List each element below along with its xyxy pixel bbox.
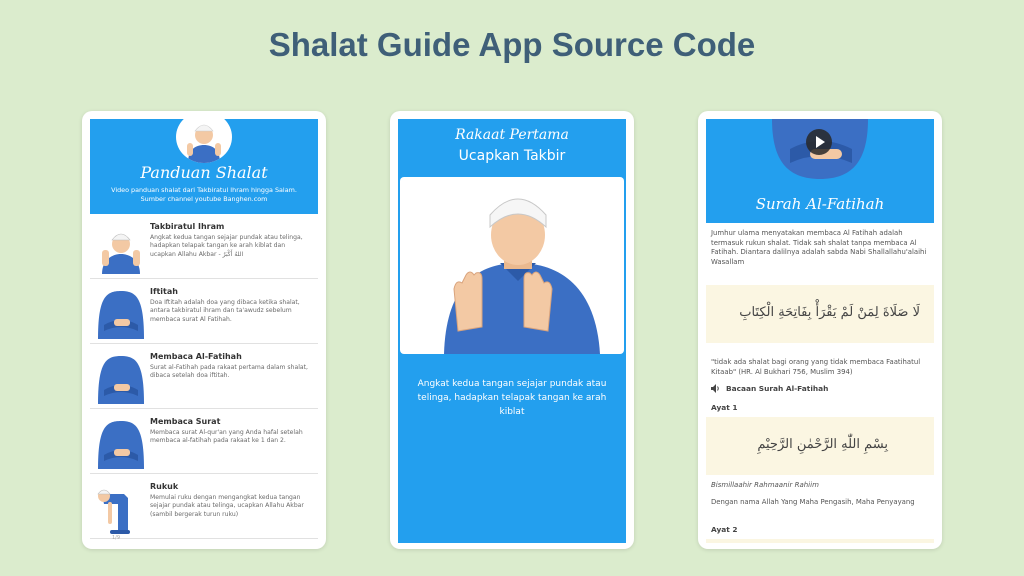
guide-header bbox=[90, 119, 318, 214]
surah-title: Surah Al-Fatihah bbox=[755, 195, 885, 213]
ayat-1-translation: Dengan nama Allah Yang Maha Pengasih, Maha Penyayang bbox=[711, 498, 915, 506]
ayat-1-arabic-box bbox=[706, 417, 934, 475]
intro-text: Jumhur ulama menyatakan membaca Al Fatihah adalah termasuk rukun shalat. Tidak sah shalat tanpa membaca Al Fatihah. Diantara dalilnya adalah sabda Nabi Shallallahu'alaihi Wasallam bbox=[711, 229, 927, 266]
footer-mark: 1/9 bbox=[112, 535, 121, 541]
play-video-button[interactable] bbox=[806, 129, 832, 155]
phone-mockup-guide-list bbox=[82, 111, 326, 549]
ayat-2-arabic-box bbox=[706, 539, 934, 543]
audio-label: Bacaan Surah Al-Fatihah bbox=[726, 384, 829, 393]
list-item[interactable] bbox=[90, 344, 318, 409]
list-item[interactable] bbox=[90, 474, 318, 539]
step-title: Takbiratul Ihram bbox=[150, 222, 225, 231]
step-description: Membaca surat Al-qur'an yang Anda hafal setelah membaca al-fatihah pada rakaat ke 1 dan 2. bbox=[150, 429, 303, 445]
list-item[interactable] bbox=[90, 214, 318, 279]
ayat-1-latin: Bismillaahir Rahmaanir Rahiim bbox=[711, 481, 819, 489]
list-item[interactable] bbox=[90, 409, 318, 474]
fatihah-screen bbox=[706, 119, 934, 543]
hadith-arabic-box bbox=[706, 285, 934, 343]
step-description: Memulai ruku dengan mengangkat kedua tangan sejajar pundak atau telinga, ucapkan Allahu Akbar (sambil bergerak turun ruku) bbox=[150, 494, 304, 518]
hands-folded-figure-icon bbox=[94, 285, 148, 339]
takbir-illustration-panel bbox=[400, 177, 624, 354]
step-title: Rukuk bbox=[150, 482, 179, 491]
rakaat-subtitle: Rakaat Pertama bbox=[455, 127, 569, 143]
step-description: Angkat kedua tangan sejajar pundak atau telinga, hadapkan telapak tangan ke arah kiblat dan ucapkan Allahu Akbar - اللهُ أَكْبَرُ bbox=[150, 234, 303, 258]
step-description: Surat al-Fatihah pada rakaat pertama dalam shalat, dibaca setelah doa iftitah. bbox=[150, 364, 308, 380]
subtitle-line-2: Sumber channel youtube Banghen.com bbox=[140, 195, 268, 203]
hadith-translation: "tidak ada shalat bagi orang yang tidak membaca Faatihatul Kitaab" (HR. Al Bukhari 756, Muslim 394) bbox=[711, 358, 921, 376]
takbir-figure-icon bbox=[94, 220, 148, 274]
praying-man-avatar bbox=[176, 119, 232, 163]
step-title: Iftitah bbox=[150, 287, 178, 296]
guide-header-subtitle bbox=[96, 186, 312, 204]
ayat-2-label: Ayat 2 bbox=[711, 525, 738, 534]
audio-play-row[interactable] bbox=[711, 384, 828, 393]
takbir-illustration bbox=[400, 177, 624, 354]
step-description: Doa Iftitah adalah doa yang dibaca ketika shalat, antara takbiratul ihram dan ta'awudz sebelum membaca surat Al Fatihah. bbox=[150, 299, 300, 323]
subtitle-line-1: Video panduan shalat dari Takbiratul Ihram hingga Salam. bbox=[111, 186, 297, 194]
ayat-1-arabic-text: بِسْمِ اللّٰهِ الرَّحْمٰنِ الرَّحِيْمِ bbox=[757, 437, 888, 452]
hands-folded-figure-icon bbox=[94, 350, 148, 404]
step-title: Membaca Surat bbox=[150, 417, 221, 426]
step-title: Ucapkan Takbir bbox=[458, 148, 566, 164]
phone-mockup-fatihah bbox=[698, 111, 942, 549]
ayat-1-label: Ayat 1 bbox=[711, 403, 738, 412]
step-instruction: Angkat kedua tangan sejajar pundak atau telinga, hadapkan telapak tangan ke arah kiblat bbox=[417, 379, 607, 417]
hands-folded-figure-icon bbox=[94, 415, 148, 469]
ruku-figure-icon bbox=[94, 480, 148, 534]
fatihah-video-header[interactable] bbox=[706, 119, 934, 223]
list-item[interactable] bbox=[90, 279, 318, 344]
step-title: Membaca Al-Fatihah bbox=[150, 352, 242, 361]
page-title: Shalat Guide App Source Code bbox=[268, 26, 756, 63]
guide-list-screen bbox=[90, 119, 318, 543]
phone-mockup-takbir-step bbox=[390, 111, 634, 549]
guide-step-list bbox=[90, 214, 318, 539]
hadith-arabic-text: لَا صَلَاةَ لِمَنْ لَمْ يَقْرَأْ بِفَاتِحَةِ الْكِتَابِ bbox=[739, 305, 920, 320]
guide-header-title: Panduan Shalat bbox=[140, 163, 268, 182]
takbir-step-screen bbox=[398, 119, 626, 543]
speaker-icon bbox=[711, 384, 721, 393]
